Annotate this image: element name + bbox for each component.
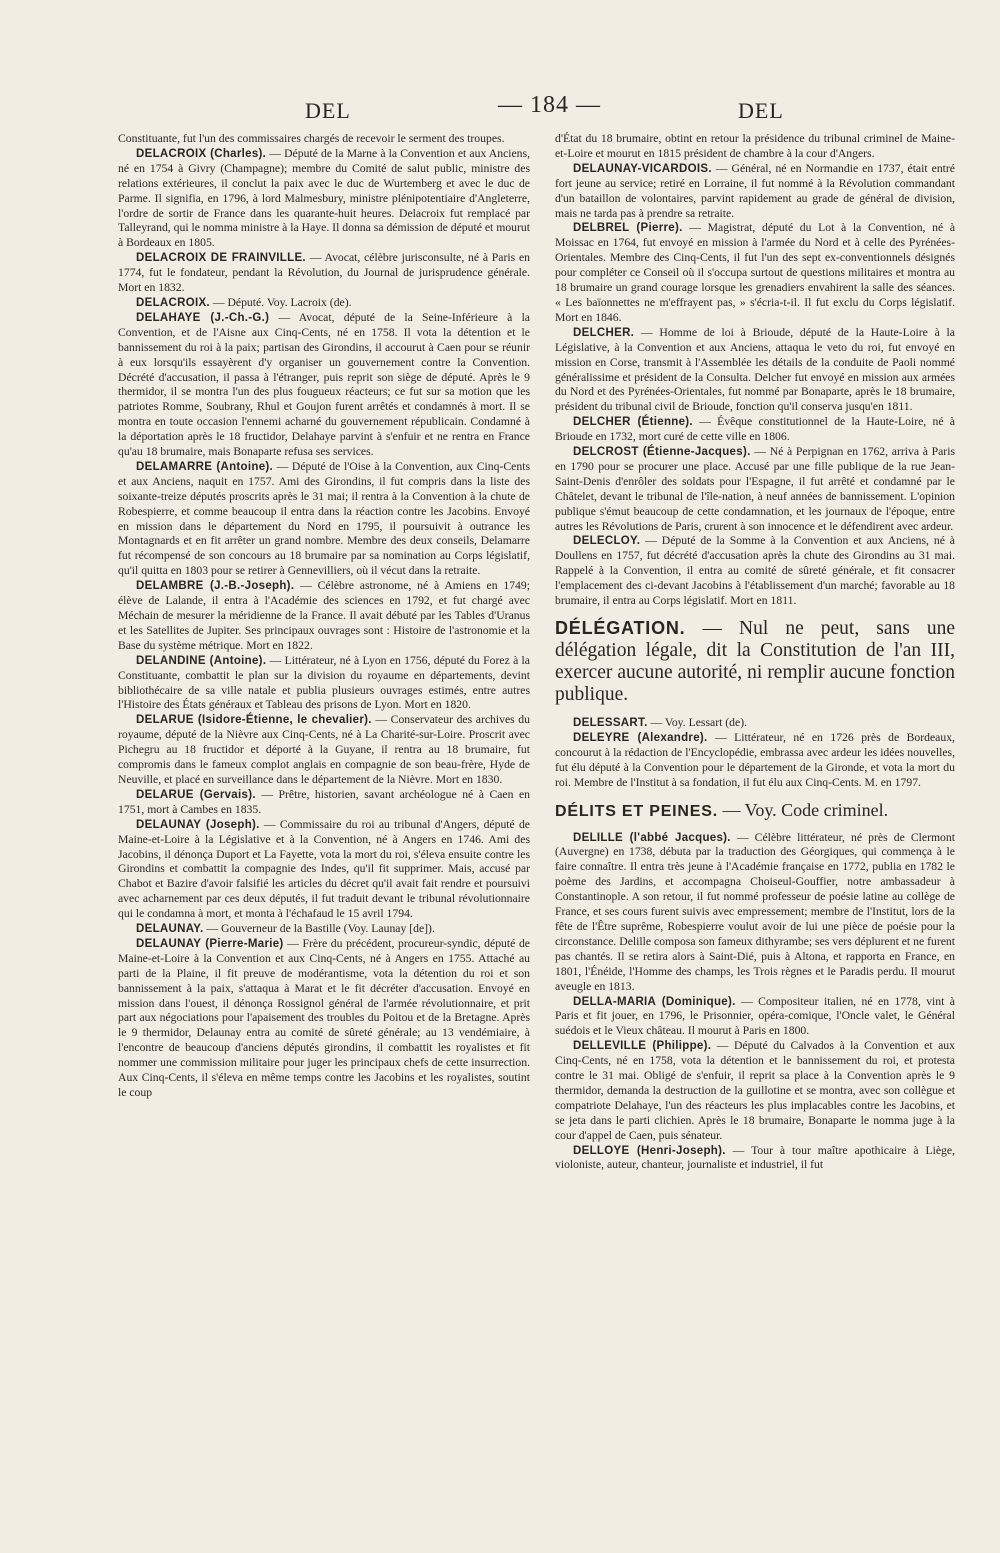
dictionary-entry: [118, 460, 530, 579]
dictionary-entry: [555, 1144, 955, 1174]
entry-text: — Littérateur, né en 1726 près de Bordeaux, concourut à la rédaction de l'Encyclopédie, embrassa avec ardeur les idées nouvelles, fut élu député à la Convention pour le département de la Gironde, et vota la mort du roi. Membre de l'Institut à sa fondation, il fut élu aux Cinq-Cents. M. en 1797.: [555, 730, 955, 789]
left-column: [118, 132, 530, 1532]
dictionary-entry: [118, 132, 530, 147]
entry-text: — Évêque constitutionnel de la Haute-Loire, né à Brioude en 1732, mort curé de cette ville en 1806.: [555, 415, 955, 444]
entry-headword: DELACROIX.: [136, 296, 210, 309]
dictionary-entry: [118, 579, 530, 654]
entry-text: — Député de la Marne à la Convention et aux Anciens, né en 1754 à Givry (Champagne); membre du Comité de salut public, ministre des relations extérieures, il conclut la paix avec le duc de Wurtemberg et avec le duc de Parme. Il signifia, en 1796, à lord Malmesbury, ministre plénipotentiaire d'Angleterre, l'ordre de sortir de France dans les quarante-huit heures. Delacroix fut remplacé par Talleyrand, qui le nomma ministre à la Haye. Il donna sa démission de député et mourut à Bordeaux en 1805.: [118, 146, 530, 250]
dictionary-entry: [118, 713, 530, 788]
entry-headword: DELAMBRE (J.-B.-Joseph).: [136, 580, 295, 593]
running-head-right: DEL: [738, 98, 784, 123]
entry-text: — Tour à tour maître apothicaire à Liège, violoniste, auteur, chanteur, journaliste et industriel, il fut: [555, 1143, 955, 1172]
entry-headword: DELECLOY.: [573, 535, 641, 548]
entry-text: — Littérateur, né à Lyon en 1756, député du Forez à la Constituante, combattit le plan sur la division du royaume en départements, devint bibliothécaire de sa ville natale et publia plusieurs ouvrages estimés, entre autres l'Histoire des États généraux et Tableau des prisons de Lyon. Mort en 1820.: [118, 653, 530, 712]
entry-headword: DELAMARRE (Antoine).: [136, 460, 274, 473]
dictionary-entry: [555, 1039, 955, 1143]
entry-text: — Député de la Somme à la Convention et aux Anciens, né à Doullens en 1757, fut décrété d'accusation après la chute des Girondins au 31 mai. Rappelé à la Convention, il entra au comité de sûreté générale, et fit consacrer l'emplacement des ci-devant Jacobins à l'établissement d'un marché; favorable au 18 brumaire, il entra au Corps législatif. Mort en 1811.: [555, 534, 955, 608]
dictionary-entry: [555, 162, 955, 222]
entry-text: — Nul ne peut, sans une délégation légale, dit la Constitution de l'an III, exercer aucune autorité, ni remplir aucune fonction publique.: [555, 618, 955, 705]
entry-text: — Frère du précédent, procureur-syndic, député de Maine-et-Loire à la Convention et aux Cinq-Cents, né à Angers en 1755. Attaché au parti de la Plaine, il fit preuve de modérantisme, vota la détention du roi et son bannissement à la paix, s'attaqua à Marat et le fit décréter d'accusation. Envoyé en mission dans l'ouest, il dénonça Rossignol général de l'armée révolutionnaire, et prit part aux négociations pour l'apaisement des troubles du Poitou et de la Bretagne. Après le 9 thermidor, Delaunay entra au comité de sûreté générale; au 13 vendémiaire, à l'encontre de beaucoup d'anciens députés girondins, il combattit les royalistes et fit nommer une commission militaire pour juger les principaux chefs de cette insurrection. Aux Cinq-Cents, il s'éleva en même temps contre les Jacobins et les royalistes, soutint le coup: [118, 936, 530, 1099]
entry-text: — Général, né en Normandie en 1737, était entré fort jeune au service; retiré en Lorraine, il fut nommé à la Révolution commandant d'un bataillon de volontaires, parvint rapidement au grade de général de division, mais ne tarda pas à prendre sa retraite.: [555, 161, 955, 220]
entry-headword: DELLA-MARIA (Dominique).: [573, 995, 736, 1008]
dictionary-entry: [555, 445, 955, 534]
entry-text: — Conservateur des archives du royaume, député de la Nièvre aux Cinq-Cents, né à La Charité-sur-Loire. Proscrit avec Pichegru au 18 fructidor et déporté à la Guyane, il rentra au 18 brumaire, fut compromis dans le fameux complot anglais en compagnie de son beau-frère, Hyde de Neuville, et placé en surveillance dans le département de la Nièvre. Mort en 1830.: [118, 713, 530, 786]
entry-text: — Magistrat, député du Lot à la Convention, né à Moissac en 1764, fut envoyé en mission à l'armée du Nord et à celle des Pyrénées-Orientales. Membre des Cinq-Cents, il fut l'un des sept ex-conventionnels désignés pour compléter ce Conseil où il s'occupa surtout de questions militaires et montra au 18 brumaire un grand courage lorsque les grenadiers envahirent la salle des séances. « Les baïonnettes ne m'effrayent pas, » s'écria-t-il. Il fut exclu du Corps législatif. Mort en 1846.: [555, 221, 955, 324]
dictionary-entry: [118, 788, 530, 818]
entry-text: — Homme de loi à Brioude, député de la Haute-Loire à la Législative, à la Convention et aux Anciens, attaqua le veto du roi, fut envoyé en mission en Corse, transmit à l'Assemblée les détails de la conduite de Paoli nommé généralissime et président de la Consulta. Delcher fut envoyé en mission aux armées du Nord et des Pyrénées-Orientales, fut nommé par Bonaparte, après le 18 brumaire, président du tribunal civil de Brioude, fonction qu'il conserva jusqu'en 1811.: [555, 325, 955, 414]
dictionary-entry: [118, 296, 530, 311]
entry-text: — Célèbre astronome, né à Amiens en 1749; élève de Lalande, il entra à l'Académie des sciences en 1792, et fut chargé avec Méchain de mesurer la méridienne de la France. Il avait débuté par les Tables d'Uranus et les Satellites de Jupiter. Ses principaux ouvrages sont : Histoire de l'astronomie et la Base du système métrique. Mort en 1822.: [118, 579, 530, 652]
dictionary-entry: [555, 534, 955, 609]
dictionary-entry: [555, 326, 955, 415]
dictionary-entry: [118, 922, 530, 937]
dictionary-entry: [118, 818, 530, 922]
entry-text: — Né à Perpignan en 1762, arriva à Paris en 1790 pour se procurer une place. Accusé par une fille publique de la rue Jean-Saint-Denis d'enrôler des soldats pour l'Espagne, il fut arrêté et condamné par le Châtelet, devant le tribunal de l'île-nation, à neuf années de bannissement. L'opinion publique s'émut beaucoup de cette condamnation, et les journaux de l'époque, entre autres les Révolutions de Paris, crurent à son innocence et le défendirent avec ardeur.: [555, 445, 955, 533]
dictionary-entry: [118, 311, 530, 460]
entry-headword: DELARUE (Gervais).: [136, 788, 256, 801]
entry-headword: DELANDINE (Antoine).: [136, 654, 267, 667]
entry-headword: DÉLITS ET PEINES.: [555, 802, 718, 820]
dictionary-entry: [118, 937, 530, 1101]
right-column: [555, 132, 955, 1532]
entry-text: — Avocat, député de la Seine-Inférieure à la Convention, et de l'Aisne aux Cinq-Cents, né en 1758. Il vota la détention et le bannissement du roi à la paix; partisan des Girondins, il accourut à Caen pour se réunir à eux lorsqu'ils essayèrent d'y organiser un gouvernement contre la Convention. Décrété d'accusation, il passa à l'étranger, puis reprit son siège de député. Après le 9 thermidor, il se montra l'un des plus fougueux réacteurs; ce fut sur sa motion que les patriotes Romme, Soubrany, Rhul et Goujon furent arrêtés et condamnés à mort. Il se montra en toute occasion l'ennemi acharné du gouvernement républicain. Condamné à la déportation après le 18 fructidor, Delahaye parvint à s'enfuir et ne rentra en France qu'au 18 brumaire, mais Bonaparte refusa ses services.: [118, 310, 530, 459]
entry-text: Constituante, fut l'un des commissaires chargés de recevoir le serment des troupes.: [118, 132, 505, 145]
page-number: — 184 —: [498, 92, 601, 118]
dictionary-entry: [555, 731, 955, 791]
entry-text: — Compositeur italien, né en 1778, vint à Paris et fit jouer, en 1796, le Prisonnier, opéra-comique, l'Oncle valet, le Général suédois et le Vieux château. Il mourut à Paris en 1800.: [555, 994, 955, 1038]
entry-text: — Député. Voy. Lacroix (de).: [209, 295, 352, 309]
entry-text: d'État du 18 brumaire, obtint en retour la présidence du tribunal criminel de Maine-et-Loire et mourut en 1815 président de chambre à la cour d'Angers.: [555, 132, 955, 160]
entry-headword: DÉLÉGATION.: [555, 618, 686, 638]
entry-headword: DELCROST (Étienne-Jacques).: [573, 446, 751, 459]
dictionary-entry: [118, 654, 530, 714]
entry-headword: DELACROIX (Charles).: [136, 147, 267, 160]
entry-text: — Député de l'Oise à la Convention, aux Cinq-Cents et aux Anciens, naquit en 1757. Ami des Girondins, il fut compris dans la liste des soixante-treize députés proscrits après le 31 mai; il rentra à la Convention à la chute de Robespierre, et comme beaucoup il entra dans la réaction contre les Jacobins. Envoyé en mission dans le département du Nord en 1795, il poursuivit à outrance les Montagnards et en fit arrêter un grand nombre. Membre des deux conseils, Delamarre fut récompensé de son concours au 18 brumaire par sa nomination au Corps législatif, qu'il quitta en 1803 pour se retirer à Gennevilliers, où il vécut dans la retraite.: [118, 459, 530, 578]
dictionary-entry: [555, 221, 955, 325]
entry-headword: DELLEVILLE (Philippe).: [573, 1040, 712, 1053]
running-head-left: DEL: [305, 98, 351, 123]
entry-text: — Voy. Code criminel.: [717, 799, 889, 820]
entry-headword: DELAUNAY-VICARDOIS.: [573, 162, 712, 175]
entry-headword: DELCHER (Étienne).: [573, 416, 693, 429]
entry-headword: DELAHAYE (J.-Ch.-G.): [136, 311, 270, 324]
entry-headword: DELCHER.: [573, 326, 635, 339]
entry-headword: DELAUNAY (Pierre-Marie): [136, 937, 284, 950]
dictionary-entry: [118, 251, 530, 296]
dictionary-entry: [555, 799, 955, 823]
entry-headword: DELEYRE (Alexandre).: [573, 731, 708, 744]
entry-headword: DELAUNAY.: [136, 923, 204, 936]
entry-headword: DELLOYE (Henri-Joseph).: [573, 1144, 726, 1157]
entry-text: — Prêtre, historien, savant archéologue né à Caen en 1751, mort à Cambes en 1835.: [118, 787, 530, 816]
entry-headword: DELARUE (Isidore-Étienne, le chevalier).: [136, 714, 372, 727]
entry-headword: DELBREL (Pierre).: [573, 222, 683, 235]
dictionary-entry: [555, 831, 955, 995]
entry-headword: DELILLE (l'abbé Jacques).: [573, 831, 731, 844]
entry-text: — Avocat, célèbre jurisconsulte, né à Paris en 1774, fut le fondateur, pendant la Révolution, du Journal de jurisprudence générale. Mort en 1832.: [118, 251, 530, 295]
dictionary-entry: [555, 716, 955, 731]
entry-headword: DELACROIX DE FRAINVILLE.: [136, 252, 306, 265]
dictionary-entry: [555, 995, 955, 1040]
entry-text: — Commissaire du roi au tribunal d'Angers, député de Maine-et-Loire à la Législative et à la Convention, né à Angers en 1746. Ami des Jacobins, il dénonça Duport et La Fayette, vota la mort du roi, s'éleva ensuite contre les Girondins et combattit la compagnie des Indes, qu'il fit supprimer. Mais, accusé par Chabot et Bazire d'avoir falsifié les articles du décret qu'il avait fait rendre et poursuivi avec acharnement par ces deux députés, il fut traduit devant le tribunal révolutionnaire qui le condamna à mort, et monta à l'échafaud le 15 avril 1794.: [118, 817, 530, 921]
dictionary-entry: [118, 147, 530, 251]
dictionary-entry: [555, 617, 955, 706]
page-header: [0, 92, 1000, 132]
dictionary-entry: [555, 132, 955, 162]
entry-text: — Député du Calvados à la Convention et aux Cinq-Cents, né en 1758, vota la détention et le bannissement du roi, et protesta contre le 31 mai. Obligé de s'enfuir, il reprit sa place à la Convention après le 9 thermidor, demanda la destruction de la guillotine et se montra, avec son collègue et compatriote Delahaye, l'un des réacteurs les plus implacables contre les Jacobins, et se jeta dans le parti clichien. Après le 18 brumaire, Bonaparte le nomma juge à la cour d'appel de Caen, puis sénateur.: [555, 1039, 955, 1142]
entry-headword: DELESSART.: [573, 717, 648, 729]
dictionary-entry: [555, 415, 955, 445]
entry-headword: DELAUNAY (Joseph).: [136, 818, 260, 831]
entry-text: — Voy. Lessart (de).: [647, 716, 748, 729]
entry-text: — Célèbre littérateur, né près de Clermont (Auvergne) en 1738, débuta par la traduction des Géorgiques, qui commença à le faire connaître. Il entra très jeune à l'Académie française en 1772, publia en 1782 le poème des Jardins, et accompagna Choiseul-Gouffier, notre ambassadeur à Constantinople. A son retour, il fut nommé professeur de poésie latine au collège de France, et ses cours furent suivis avec empressement; membre de l'Institut, lors de la fête de l'Être suprême, Robespierre voulut avoir de lui une pièce de poésie pour la circonstance. Delille composa son fameux dithyrambe; ses vers déplurent et ne furent pas chantés. Il se retira alors à Saint-Dié, puis à Altona, et rapporta en France, en 1801, l'Énéide, l'Homme des champs, les Trois règnes et le Paradis perdu. Il mourut aveugle en 1813.: [555, 830, 955, 993]
entry-text: — Gouverneur de la Bastille (Voy. Launay [de]).: [203, 922, 435, 936]
